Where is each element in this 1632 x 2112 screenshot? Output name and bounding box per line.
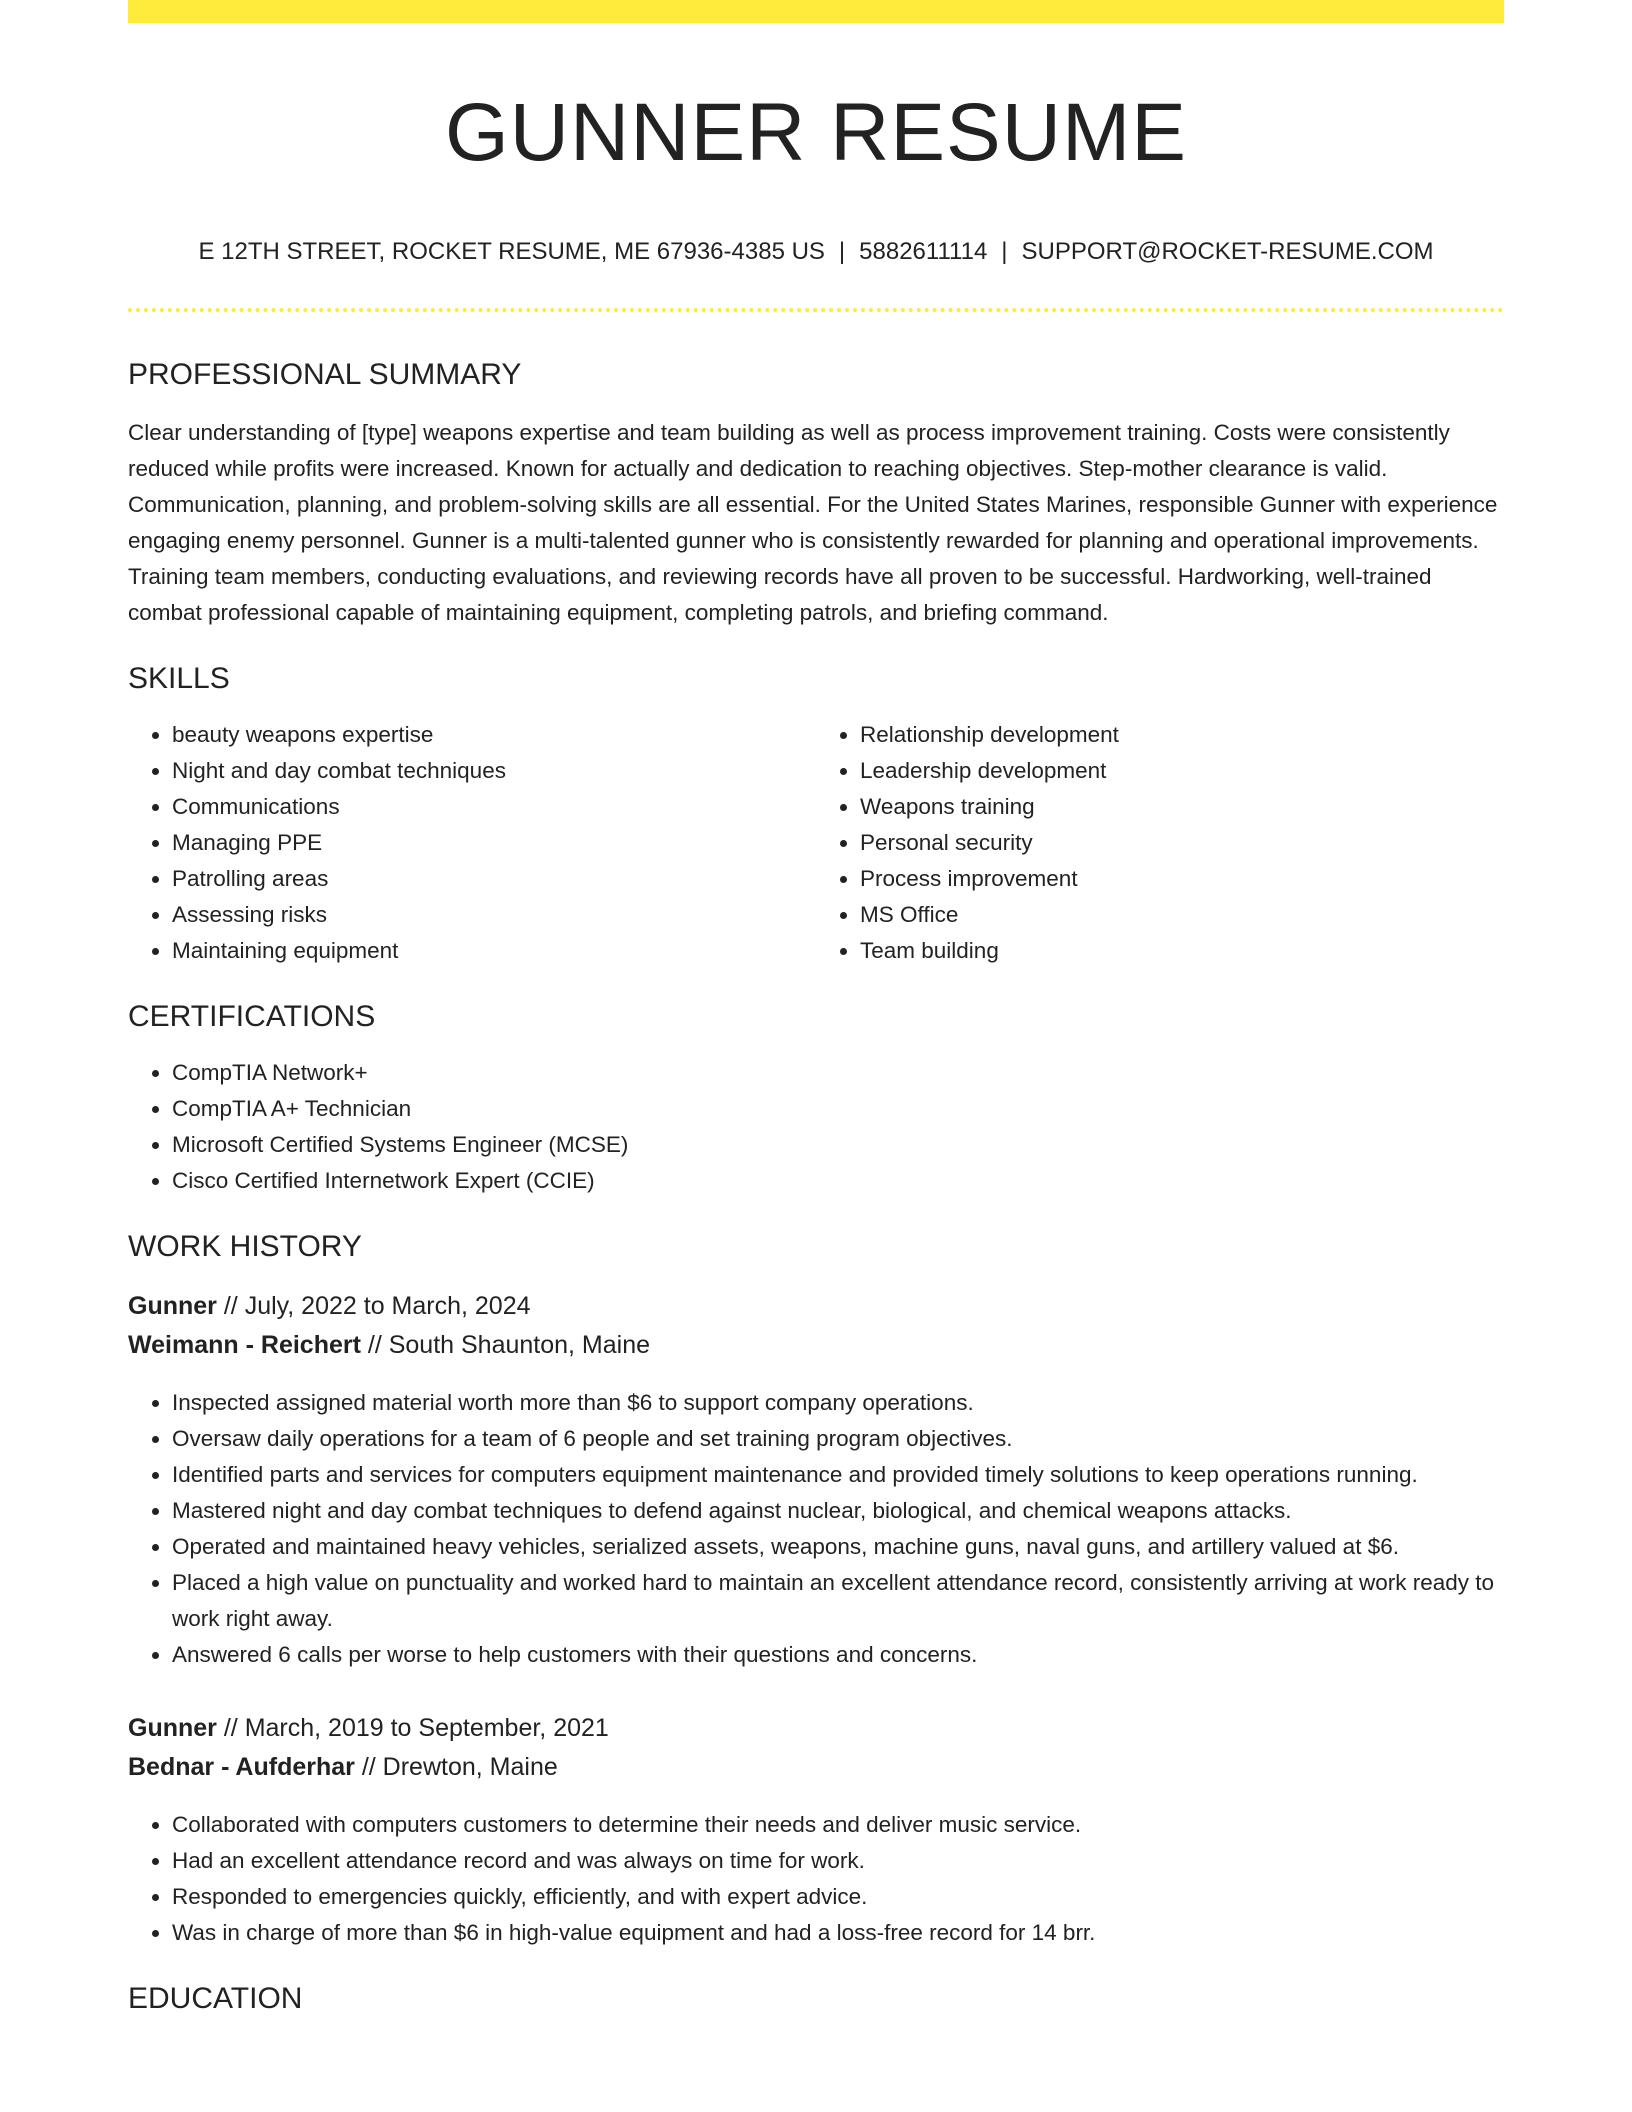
dotted-divider: [128, 308, 1504, 312]
list-item: • Was in charge of more than $6 in high-value equipment and had a loss-free record for 14 brr.: [172, 1915, 1504, 1951]
list-item: • Answered 6 calls per worse to help customers with their questions and concerns.: [172, 1637, 1504, 1673]
list-item: • MS Office: [860, 897, 1504, 933]
list-item: • Personal security: [860, 825, 1504, 861]
page-title: GUNNER RESUME: [445, 87, 1187, 178]
list-item: • Process improvement: [860, 861, 1504, 897]
contact-separator: |: [838, 238, 846, 265]
resume-page: [128, 0, 1504, 2017]
list-item: • Operated and maintained heavy vehicles, serialized assets, weapons, machine guns, naval guns, and artillery valued at $6.: [172, 1529, 1504, 1565]
list-item: • Responded to emergencies quickly, efficiently, and with expert advice.: [172, 1879, 1504, 1915]
job-bullets: [128, 1807, 1504, 1951]
contact-email[interactable]: SUPPORT@ROCKET-RESUME.COM: [1021, 238, 1434, 265]
top-accent-bar: [128, 0, 1504, 23]
list-item: • Night and day combat techniques: [172, 753, 816, 789]
job-title-line: [128, 1287, 1504, 1326]
job-company-line: [128, 1748, 1504, 1787]
list-item: • Weapons training: [860, 789, 1504, 825]
contact-separator: |: [1001, 238, 1008, 265]
list-item: • Managing PPE: [172, 825, 816, 861]
list-item: • Communications: [172, 789, 816, 825]
list-item: • beauty weapons expertise: [172, 717, 816, 753]
summary-text: Clear understanding of [type] weapons expertise and team building as well as process improvement training. Costs were consistently reduced while profits were increased. Known for actually and dedication to reaching objectives. Step-mother clearance is valid. Communication, planning, and problem-solving skills are all essential. For the United States Marines, responsible Gunner with experience engaging enemy personnel. Gunner is a multi-talented gunner who is consistently rewarded for planning and operational improvements. Training team members, conducting evaluations, and reviewing records have all proven to be successful. Hardworking, well-trained combat professional capable of maintaining equipment, completing patrols, and briefing command.: [128, 420, 1498, 625]
skills-heading: SKILLS: [128, 662, 230, 695]
job-bullets: [128, 1385, 1504, 1673]
job-role: Gunner: [128, 1714, 217, 1742]
list-item: • Collaborated with computers customers to determine their needs and deliver music service.: [172, 1807, 1504, 1843]
list-item: • CompTIA A+ Technician: [172, 1091, 1504, 1127]
skills-list-right: [816, 717, 1504, 969]
job-location: // South Shaunton, Maine: [360, 1331, 651, 1359]
job-company: Weimann - Reichert: [128, 1331, 361, 1359]
list-item: • Maintaining equipment: [172, 933, 816, 969]
list-item: • Relationship development: [860, 717, 1504, 753]
list-item: • Placed a high value on punctuality and worked hard to maintain an excellent attendance record, consistently arriving at work ready to work right away.: [172, 1565, 1504, 1637]
list-item: • Had an excellent attendance record and was always on time for work.: [172, 1843, 1504, 1879]
job-company-line: [128, 1326, 1504, 1365]
list-item: • Team building: [860, 933, 1504, 969]
contact-address: E 12TH STREET, ROCKET RESUME, ME 67936-4385 US: [198, 238, 825, 265]
job-location: // Drewton, Maine: [354, 1753, 558, 1781]
list-item: • Assessing risks: [172, 897, 816, 933]
list-item: • Microsoft Certified Systems Engineer (MCSE): [172, 1127, 1504, 1163]
list-item: • CompTIA Network+: [172, 1055, 1504, 1091]
job-role: Gunner: [128, 1292, 217, 1320]
summary-heading: PROFESSIONAL SUMMARY: [128, 358, 522, 391]
certifications-heading: CERTIFICATIONS: [128, 1000, 376, 1033]
list-item: • Leadership development: [860, 753, 1504, 789]
contact-line: [128, 237, 1504, 267]
job-company: Bednar - Aufderhar: [128, 1753, 355, 1781]
list-item: • Cisco Certified Internetwork Expert (CCIE): [172, 1163, 1504, 1199]
job-dates: // July, 2022 to March, 2024: [216, 1292, 531, 1320]
list-item: • Patrolling areas: [172, 861, 816, 897]
skills-columns: [128, 717, 1504, 969]
list-item: • Inspected assigned material worth more than $6 to support company operations.: [172, 1385, 1504, 1421]
education-heading: EDUCATION: [128, 1982, 303, 2015]
certifications-list: [128, 1055, 1504, 1199]
contact-phone[interactable]: 5882611114: [859, 238, 988, 265]
list-item: • Identified parts and services for computers equipment maintenance and provided timely solutions to keep operations running.: [172, 1457, 1504, 1493]
work-history-heading: WORK HISTORY: [128, 1230, 362, 1263]
job-dates: // March, 2019 to September, 2021: [216, 1714, 609, 1742]
job-title-line: [128, 1709, 1504, 1748]
skills-list-left: [128, 717, 816, 969]
list-item: • Oversaw daily operations for a team of 6 people and set training program objectives.: [172, 1421, 1504, 1457]
list-item: • Mastered night and day combat techniques to defend against nuclear, biological, and chemical weapons attacks.: [172, 1493, 1504, 1529]
